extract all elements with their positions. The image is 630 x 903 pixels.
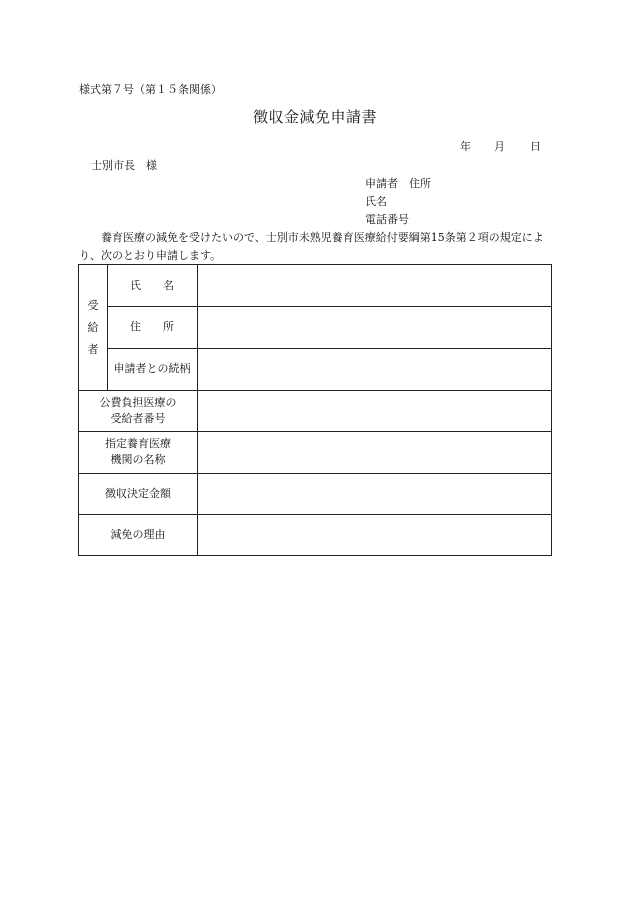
- relationship-field[interactable]: [197, 348, 552, 390]
- date-month-label: 月: [494, 140, 505, 153]
- recipient-address-label: 住 所: [130, 320, 174, 333]
- date-year-label: 年: [460, 140, 471, 153]
- medical-institution-field[interactable]: [197, 431, 552, 473]
- medical-institution-label: 指定養育医療 機関の名称: [105, 437, 171, 466]
- reduction-reason-label: 減免の理由: [110, 528, 166, 541]
- form-number: 様式第７号（第１５条関係）: [79, 83, 222, 96]
- relationship-label: 申請者との続柄: [113, 362, 191, 375]
- applicant-name-label: 氏名: [365, 195, 387, 208]
- applicant-address-label: 申請者 住所: [365, 177, 431, 190]
- collection-amount-field[interactable]: [197, 473, 552, 514]
- reduction-reason-field[interactable]: [197, 514, 552, 556]
- application-table: [78, 264, 552, 556]
- collection-amount-label: 徴収決定金額: [105, 486, 171, 500]
- recipient-group-label: 受給者: [87, 298, 99, 356]
- recipient-name-label: 氏 名: [130, 278, 174, 292]
- addressee: 士別市長 様: [91, 159, 157, 172]
- body-text: 養育医療の減免を受けたいので、士別市未熟児養育医療給付要綱第15条第２項の規定により、次のとおり申請します。: [79, 231, 544, 262]
- applicant-phone-label: 電話番号: [365, 213, 409, 226]
- recipient-number-label: 公費負担医療の 受給者番号: [99, 395, 177, 425]
- recipient-number-field[interactable]: [197, 390, 552, 431]
- form-title: 徴収金減免申請書: [252, 108, 377, 126]
- date-day-label: 日: [530, 140, 541, 153]
- recipient-address-field[interactable]: [197, 306, 552, 348]
- recipient-name-field[interactable]: [197, 265, 552, 306]
